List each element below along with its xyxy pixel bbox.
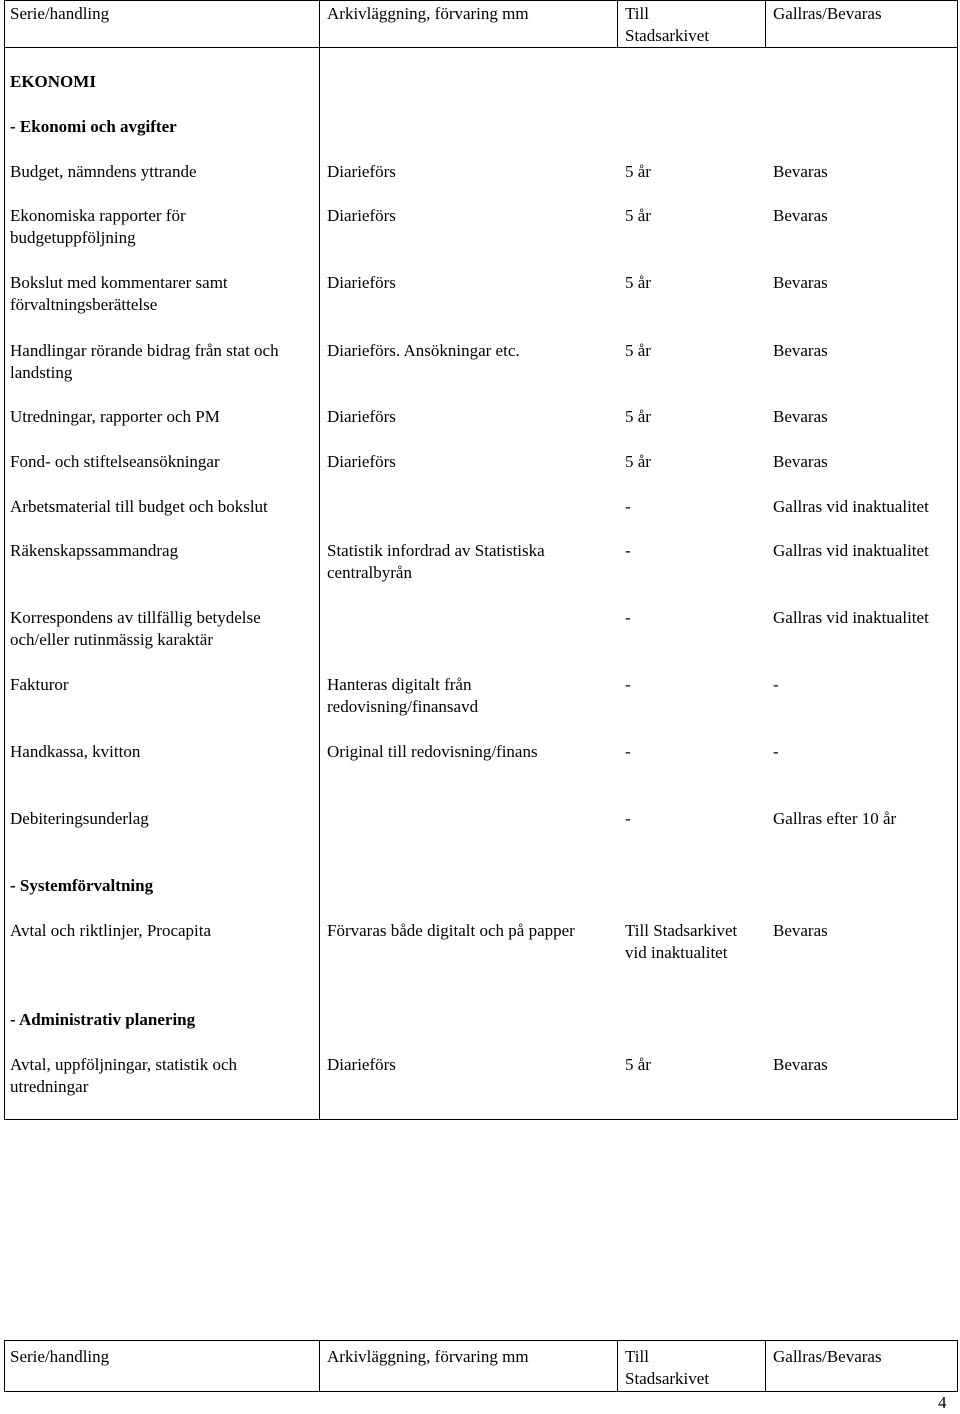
row-arkiv: Statistik infordrad av Statistiska centralbyrån: [327, 541, 545, 582]
header-divider: [4, 47, 958, 48]
row-gallras: Bevaras: [773, 921, 828, 940]
column-divider: [319, 1340, 320, 1392]
row-gallras: Bevaras: [773, 407, 828, 426]
row-arkiv: Diarieförs: [327, 162, 396, 181]
row-arkiv: Diarieförs: [327, 452, 396, 471]
row-serie: Räkenskapssammandrag: [10, 541, 179, 560]
row-gallras: Bevaras: [773, 273, 828, 292]
row-arkiv: Hanteras digitalt från redovisning/finansavd: [327, 675, 479, 716]
row-serie: Fond- och stiftelseansökningar: [10, 452, 220, 471]
section-ekonomi-avgifter: - Ekonomi och avgifter: [10, 117, 177, 136]
row-arkiv: Diarieförs: [327, 273, 396, 292]
row-till: Till Stadsarkivet vid inaktualitet: [625, 921, 738, 962]
column-divider: [765, 0, 766, 47]
row-gallras: -: [773, 675, 779, 694]
row-till: -: [625, 675, 631, 694]
footer-header-till-stadsarkivet: Till Stadsarkivet: [625, 1347, 710, 1388]
page-number: 4: [938, 1393, 947, 1412]
column-divider: [319, 47, 320, 1120]
header-gallras-bevaras: Gallras/Bevaras: [773, 4, 882, 23]
row-till: 5 år: [625, 206, 651, 225]
column-divider: [617, 1340, 618, 1392]
row-till: -: [625, 809, 631, 828]
row-gallras: -: [773, 742, 779, 761]
row-till: 5 år: [625, 273, 651, 292]
row-till: 5 år: [625, 407, 651, 426]
footer-header-serie: Serie/handling: [10, 1347, 110, 1366]
header-till-stadsarkivet: Till Stadsarkivet: [625, 4, 710, 45]
row-serie: Handlingar rörande bidrag från stat och landsting: [10, 341, 279, 382]
row-gallras: Gallras efter 10 år: [773, 809, 897, 828]
row-till: -: [625, 608, 631, 627]
footer-header-arkivlaggning: Arkivläggning, förvaring mm: [327, 1347, 529, 1366]
row-gallras: Gallras vid inaktualitet: [773, 497, 929, 516]
column-divider: [319, 0, 320, 47]
column-divider: [765, 1340, 766, 1392]
section-ekonomi: EKONOMI: [10, 72, 96, 91]
row-gallras: Bevaras: [773, 1055, 828, 1074]
row-arkiv: Diarieförs: [327, 206, 396, 225]
row-till: 5 år: [625, 452, 651, 471]
row-gallras: Bevaras: [773, 452, 828, 471]
row-till: -: [625, 497, 631, 516]
row-serie: Debiteringsunderlag: [10, 809, 149, 828]
row-serie: Bokslut med kommentarer samt förvaltningsberättelse: [10, 273, 228, 314]
row-gallras: Gallras vid inaktualitet: [773, 541, 929, 560]
row-serie: Handkassa, kvitton: [10, 742, 141, 761]
row-arkiv: Diarieförs: [327, 407, 396, 426]
row-serie: Utredningar, rapporter och PM: [10, 407, 220, 426]
row-till: 5 år: [625, 1055, 651, 1074]
row-gallras: Gallras vid inaktualitet: [773, 608, 929, 627]
row-serie: Korrespondens av tillfällig betydelse och/eller rutinmässig karaktär: [10, 608, 261, 649]
row-gallras: Bevaras: [773, 162, 828, 181]
row-gallras: Bevaras: [773, 341, 828, 360]
header-serie: Serie/handling: [10, 4, 110, 23]
row-serie: Ekonomiska rapporter för budgetuppföljning: [10, 206, 186, 247]
row-serie: Arbetsmaterial till budget och bokslut: [10, 497, 268, 516]
row-serie: Avtal och riktlinjer, Procapita: [10, 921, 212, 940]
row-till: -: [625, 742, 631, 761]
row-serie: Avtal, uppföljningar, statistik och utredningar: [10, 1055, 238, 1096]
row-arkiv: Diarieförs. Ansökningar etc.: [327, 341, 520, 360]
section-systemforvaltning: - Systemförvaltning: [10, 876, 154, 895]
row-serie: Fakturor: [10, 675, 69, 694]
row-till: 5 år: [625, 341, 651, 360]
row-gallras: Bevaras: [773, 206, 828, 225]
row-arkiv: Diarieförs: [327, 1055, 396, 1074]
row-arkiv: Original till redovisning/finans: [327, 742, 538, 761]
column-divider: [617, 0, 618, 47]
section-administrativ-planering: - Administrativ planering: [10, 1010, 196, 1029]
row-serie: Budget, nämndens yttrande: [10, 162, 197, 181]
row-till: -: [625, 541, 631, 560]
footer-header-gallras-bevaras: Gallras/Bevaras: [773, 1347, 882, 1366]
row-arkiv: Förvaras både digitalt och på papper: [327, 921, 575, 940]
row-till: 5 år: [625, 162, 651, 181]
header-arkivlaggning: Arkivläggning, förvaring mm: [327, 4, 529, 23]
